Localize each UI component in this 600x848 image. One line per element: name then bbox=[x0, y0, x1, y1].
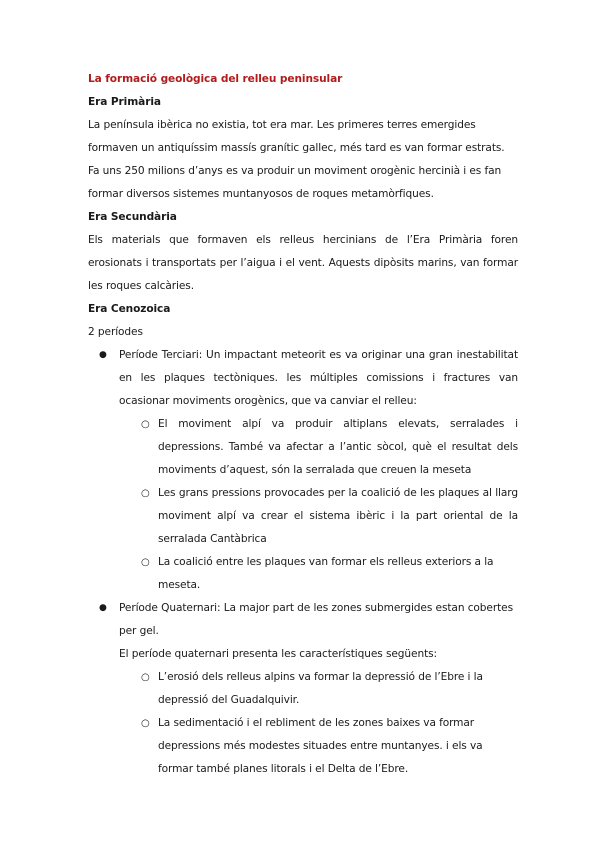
list-item-text: Període Quaternari: La major part de les zones submergides estan cobertes per gel. bbox=[119, 602, 513, 637]
sublist-item-text: L’erosió dels relleus alpins va formar la depressió de l’Ebre i la depressió del Guadalquivir. bbox=[158, 671, 483, 706]
circle-bullet-icon: ○ bbox=[141, 672, 150, 683]
sublist-item-text: Les grans pressions provocades per la coalició de les plaques al llarg moviment alpí va crear el sistema ibèric i la part oriental de la serralada Cantàbrica bbox=[158, 487, 518, 545]
heading-era-primaria: Era Primària bbox=[88, 96, 161, 108]
periods-list bbox=[88, 344, 518, 781]
sublist-item bbox=[119, 413, 518, 482]
paragraph: Els materials que formaven els relleus hercinians de l’Era Primària foren erosionats i transportats per l’aigua i el vent. Aquests dipòsits marins, van formar les roques calcàries. bbox=[88, 234, 518, 292]
paragraph: La península ibèrica no existia, tot era mar. Les primeres terres emergides formaven un antiquíssim massís granític gallec, més tard es van formar estrats. bbox=[88, 119, 505, 154]
sublist-quaternari bbox=[119, 666, 518, 781]
sublist-item bbox=[119, 712, 518, 781]
sublist-item-text: La sedimentació i el rebliment de les zones baixes va formar depressions més modestes situades entre muntanyes. i els va formar també planes litorals i el Delta de l’Ebre. bbox=[158, 717, 483, 775]
paragraph: Fa uns 250 milions d’anys es va produir un moviment orogènic hercinià i es fan formar diversos sistemes muntanyosos de roques metamòrfiques. bbox=[88, 165, 502, 200]
periods-intro: 2 períodes bbox=[88, 326, 143, 338]
sublist-item bbox=[119, 482, 518, 551]
list-item-terciari bbox=[88, 344, 518, 597]
list-item-note: El període quaternari presenta les característiques següents: bbox=[119, 648, 438, 660]
circle-bullet-icon: ○ bbox=[141, 557, 150, 568]
sublist-terciari bbox=[119, 413, 518, 597]
sublist-item bbox=[119, 551, 518, 597]
circle-bullet-icon: ○ bbox=[141, 419, 150, 430]
bullet-icon: ● bbox=[99, 603, 107, 613]
circle-bullet-icon: ○ bbox=[141, 488, 150, 499]
list-item-quaternari bbox=[88, 597, 518, 781]
document-title: La formació geològica del relleu peninsular bbox=[88, 73, 343, 85]
list-item-text: Període Terciari: Un impactant meteorit es va originar una gran inestabilitat en les plaques tectòniques. les múltiples comissions i fractures van ocasionar moviments orogènics, que va canviar el relleu: bbox=[119, 349, 518, 407]
sublist-item-text: La coalició entre les plaques van formar els relleus exteriors a la meseta. bbox=[158, 556, 494, 591]
sublist-item-text: El moviment alpí va produir altiplans elevats, serralades i depressions. També va afectar a l’antic sòcol, què el resultat dels moviments d’aquest, són la serralada que creuen la meseta bbox=[158, 418, 518, 476]
heading-era-secundaria: Era Secundària bbox=[88, 211, 177, 223]
bullet-icon: ● bbox=[99, 350, 107, 360]
sublist-item bbox=[119, 666, 518, 712]
heading-era-cenozoica: Era Cenozoica bbox=[88, 303, 171, 315]
circle-bullet-icon: ○ bbox=[141, 718, 150, 729]
